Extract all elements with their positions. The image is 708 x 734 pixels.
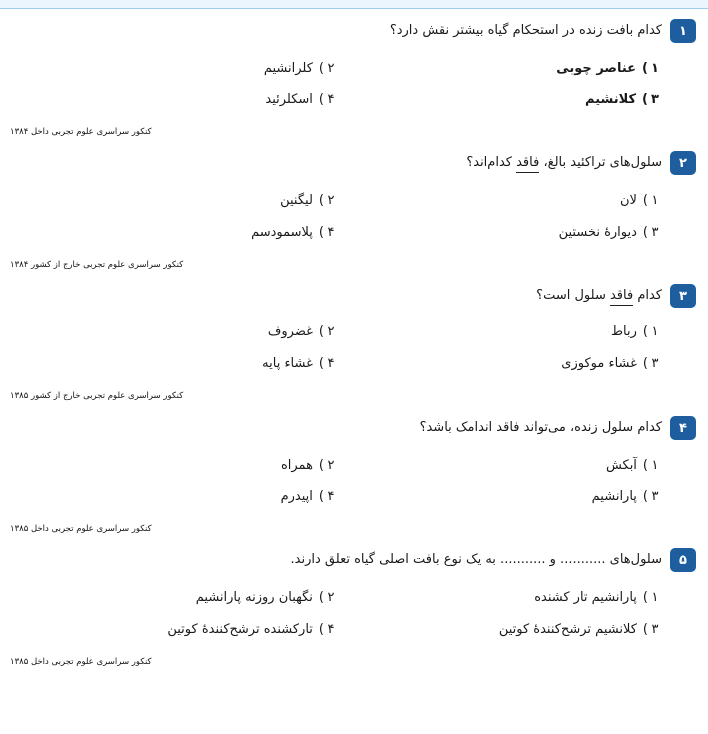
option-paren: ) <box>642 590 648 605</box>
option-number: ۴ <box>327 356 335 371</box>
question-number-badge: ۳ <box>670 284 696 308</box>
option-number: ۳ <box>651 92 659 107</box>
option-1[interactable] <box>611 324 662 339</box>
option-text: غضروف <box>267 324 313 339</box>
option-text: کلرانشیم <box>263 61 313 76</box>
question-stem <box>466 155 662 170</box>
option-paren: ) <box>642 61 648 76</box>
option-1[interactable] <box>606 458 662 473</box>
option-number: ۴ <box>327 225 335 240</box>
option-text: پلاسمودسم <box>251 225 313 240</box>
option-text: عناصر چوبی <box>556 61 637 76</box>
option-number: ۴ <box>327 622 335 637</box>
option-4[interactable] <box>251 225 338 240</box>
option-number: ۴ <box>327 489 335 504</box>
question-number-badge: ۴ <box>670 416 696 440</box>
option-1[interactable] <box>556 61 662 76</box>
option-text: تارکشنده ترشح‌کنندهٔ کوتین <box>167 622 313 637</box>
option-2[interactable] <box>280 193 338 208</box>
option-paren: ) <box>642 458 648 473</box>
option-number: ۳ <box>651 489 659 504</box>
question-stem: کدام سلول زنده، می‌تواند فاقد اندامک باشد؟ <box>419 420 662 435</box>
stem-text-before: سلول‌های تراکئید بالغ، <box>539 155 662 170</box>
option-text: آبکش <box>605 458 637 473</box>
option-3[interactable] <box>585 92 662 107</box>
option-2[interactable] <box>281 458 338 473</box>
option-4[interactable] <box>265 92 338 107</box>
option-4[interactable] <box>281 489 338 504</box>
option-paren: ) <box>318 92 324 107</box>
option-text: کلانشیم <box>585 92 637 107</box>
question-source: کنکور سراسری علوم تجربی داخل ۱۳۸۵ <box>10 657 152 667</box>
option-3[interactable] <box>561 356 662 371</box>
option-paren: ) <box>318 489 324 504</box>
option-text: پارانشیم <box>591 489 637 504</box>
question-number-badge: ۲ <box>670 151 696 175</box>
option-4[interactable] <box>262 356 338 371</box>
option-paren: ) <box>642 489 648 504</box>
option-text: اسکلرئید <box>265 92 313 107</box>
question-source: کنکور سراسری علوم تجربی داخل ۱۳۸۴ <box>10 127 152 137</box>
question-source: کنکور سراسری علوم تجربی خارج از کشور ۱۳۸۴ <box>10 260 184 270</box>
option-number: ۳ <box>651 622 659 637</box>
option-paren: ) <box>318 61 324 76</box>
question-source: کنکور سراسری علوم تجربی خارج از کشور ۱۳۸۵ <box>10 391 184 401</box>
stem-underlined-word: فاقد <box>610 288 633 306</box>
option-number: ۳ <box>651 356 659 371</box>
option-2[interactable] <box>268 324 338 339</box>
question-number-badge: ۵ <box>670 548 696 572</box>
option-text: کلانشیم ترشح‌کنندهٔ کوتین <box>498 622 637 637</box>
option-paren: ) <box>318 193 324 208</box>
option-4[interactable] <box>167 622 338 637</box>
option-text: همراه <box>280 458 313 473</box>
question-stem: کدام بافت زنده در استحکام گیاه بیشتر نقش دارد؟ <box>389 23 662 38</box>
option-number: ۳ <box>651 225 659 240</box>
stem-text-after: سلول است؟ <box>536 288 610 303</box>
stem-underlined-word: فاقد <box>516 155 539 173</box>
option-number: ۲ <box>327 324 335 339</box>
option-number: ۱ <box>651 61 659 76</box>
option-paren: ) <box>642 193 648 208</box>
option-2[interactable] <box>264 61 338 76</box>
option-text: نگهبان روزنه پارانشیم <box>195 590 313 605</box>
option-1[interactable] <box>534 590 662 605</box>
top-accent-bar <box>0 0 708 9</box>
option-3[interactable] <box>499 622 662 637</box>
option-paren: ) <box>318 622 324 637</box>
option-paren: ) <box>642 622 648 637</box>
option-paren: ) <box>318 225 324 240</box>
option-number: ۲ <box>327 61 335 76</box>
option-number: ۲ <box>327 458 335 473</box>
option-text: دیوارهٔ نخستین <box>558 225 637 240</box>
option-2[interactable] <box>196 590 338 605</box>
question-source: کنکور سراسری علوم تجربی داخل ۱۳۸۵ <box>10 524 152 534</box>
option-number: ۲ <box>327 193 335 208</box>
option-text: اپیدرم <box>280 489 313 504</box>
question-stem: سلول‌های ........... و ........... به یک نوع بافت اصلی گیاه تعلق دارند. <box>290 552 662 567</box>
stem-text-after: کدام‌اند؟ <box>466 155 517 170</box>
option-text: لیگنین <box>280 193 313 208</box>
option-paren: ) <box>642 92 648 107</box>
option-3[interactable] <box>559 225 662 240</box>
option-paren: ) <box>318 590 324 605</box>
stem-text-before: کدام <box>633 288 662 303</box>
option-3[interactable] <box>592 489 662 504</box>
option-number: ۱ <box>651 458 659 473</box>
option-paren: ) <box>642 356 648 371</box>
option-number: ۲ <box>327 590 335 605</box>
option-paren: ) <box>318 356 324 371</box>
option-paren: ) <box>642 324 648 339</box>
option-text: غشاء موکوزی <box>561 356 637 371</box>
option-text: رباط <box>611 324 637 339</box>
option-text: پارانشیم تار کشنده <box>534 590 637 605</box>
option-paren: ) <box>318 458 324 473</box>
option-paren: ) <box>642 225 648 240</box>
option-1[interactable] <box>620 193 662 208</box>
option-number: ۱ <box>651 590 659 605</box>
option-number: ۱ <box>651 193 659 208</box>
question-stem <box>536 288 662 303</box>
option-text: غشاء پایه <box>262 356 313 371</box>
option-text: لان <box>619 193 637 208</box>
option-number: ۴ <box>327 92 335 107</box>
option-paren: ) <box>318 324 324 339</box>
option-number: ۱ <box>651 324 659 339</box>
question-number-badge: ۱ <box>670 19 696 43</box>
